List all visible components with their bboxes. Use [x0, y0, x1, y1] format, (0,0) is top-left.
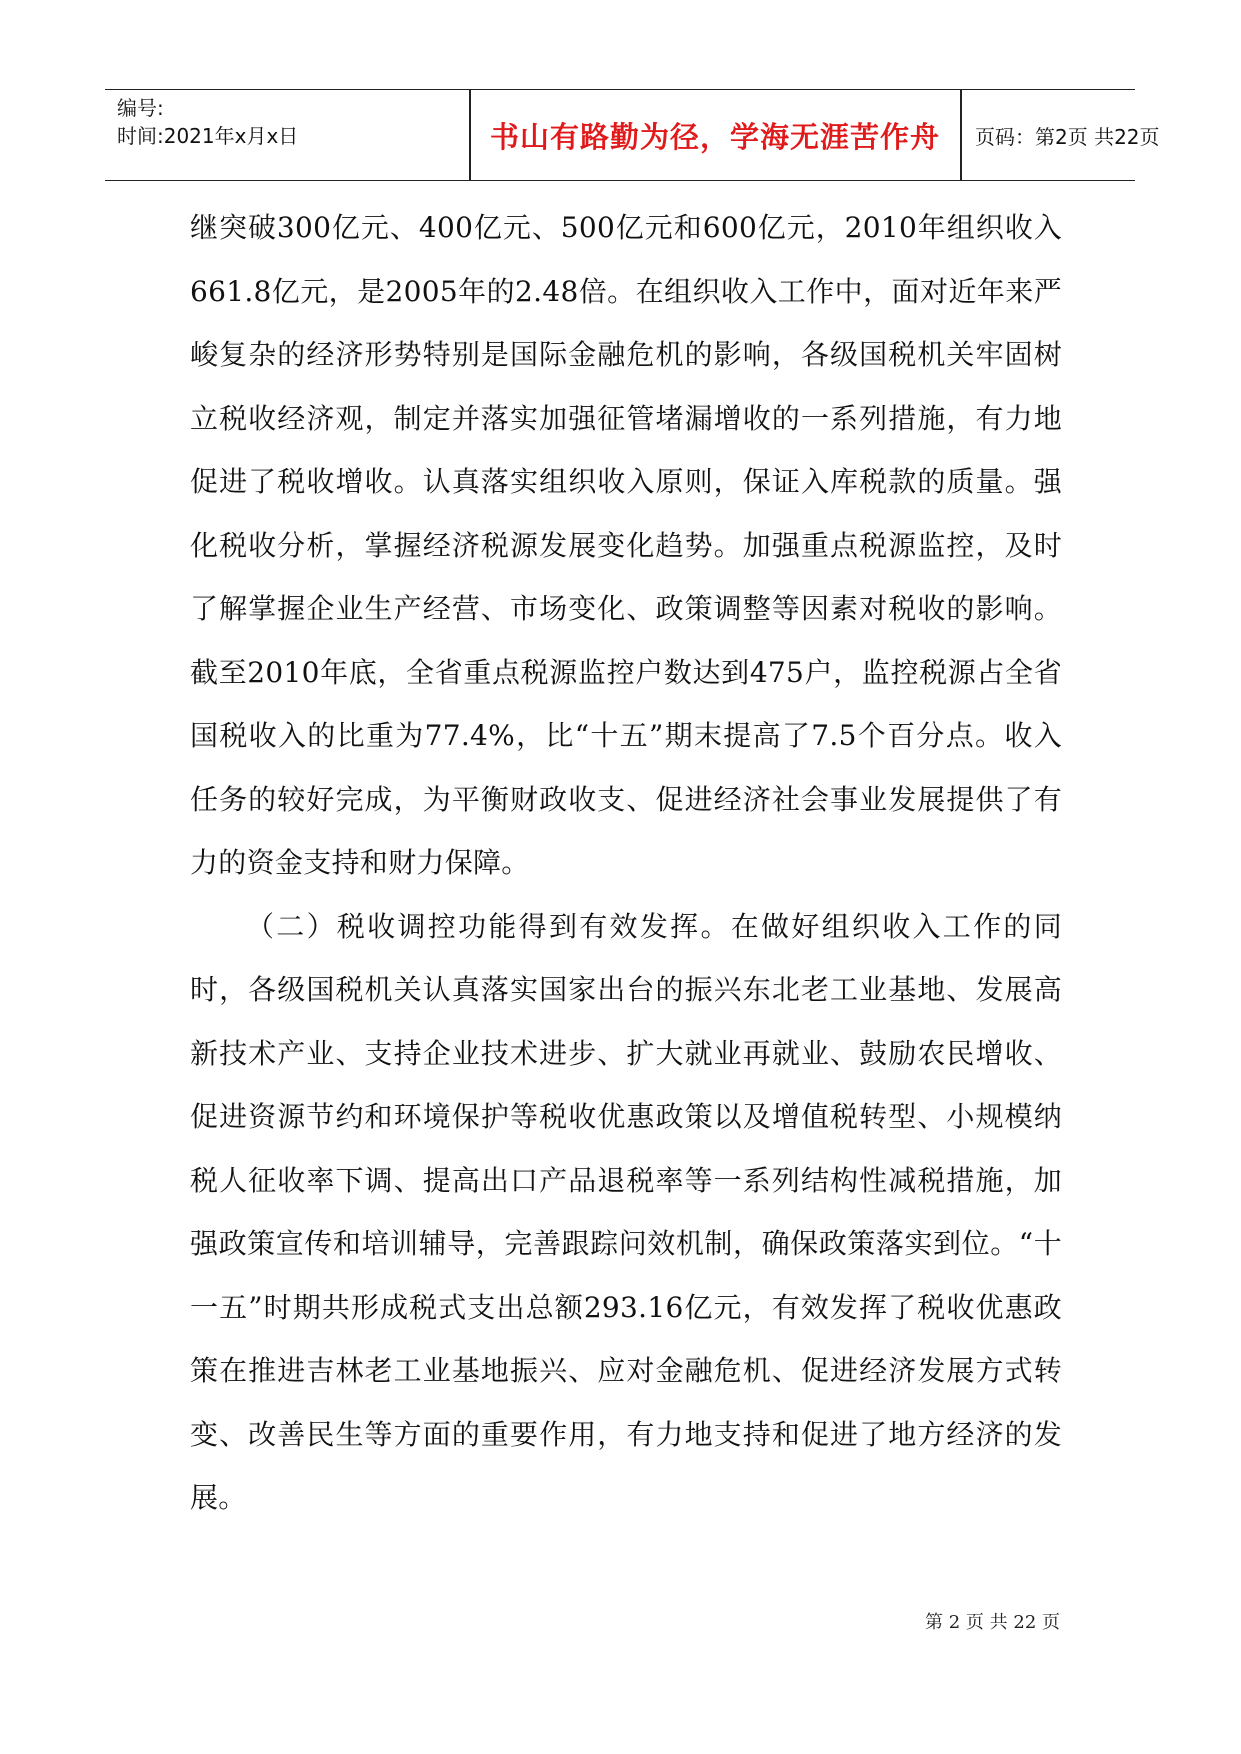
paragraph-1: 继突破300亿元、400亿元、500亿元和600亿元，2010年组织收入661.8亿元，是2005年的2.48倍。在组织收入工作中，面对近年来严峻复杂的经济形势特别是国际金融危机的影响，各级国税机关牢固树立税收经济观，制定并落实加强征管堵漏增收的一系列措施，有力地促进了税收增收。认真落实组织收入原则，保证入库税款的质量。强化税收分析，掌握经济税源发展变化趋势。加强重点税源监控，及时了解掌握企业生产经营、市场变化、政策调整等因素对税收的影响。截至2010年底，全省重点税源监控户数达到475户，监控税源占全省国税收入的比重为77.4%，比“十五”期末提高了7.5个百分点。收入任务的较好完成，为平衡财政收支、促进经济社会事业发展提供了有力的资金支持和财力保障。	[190, 211, 1062, 879]
header-meta	[117, 94, 467, 150]
document-body	[190, 196, 1062, 1530]
page-header	[105, 89, 1160, 181]
header-motto: 书山有路勤为径，学海无涯苦作舟	[489, 119, 940, 154]
header-page-info: 页码：第2页 共22页	[975, 124, 1160, 149]
paragraph-2: （二）税收调控功能得到有效发挥。在做好组织收入工作的同时，各级国税机关认真落实国家出台的振兴东北老工业基地、发展高新技术产业、支持企业技术进步、扩大就业再就业、鼓励农民增收、促进资源节约和环境保护等税收优惠政策以及增值税转型、小规模纳税人征收率下调、提高出口产品退税率等一系列结构性减税措施，加强政策宣传和培训辅导，完善跟踪问效机制，确保政策落实到位。“十一五”时期共形成税式支出总额293.16亿元，有效发挥了税收优惠政策在推进吉林老工业基地振兴、应对金融危机、促进经济发展方式转变、改善民生等方面的重要作用，有力地支持和促进了地方经济的发展。	[190, 909, 1062, 1514]
number-label: 编号:	[117, 96, 164, 120]
time-label: 时间:2021年x月x日	[117, 124, 299, 148]
page-footer: 第 2 页 共 22 页	[925, 1612, 1060, 1633]
header-divider-right	[960, 90, 962, 180]
